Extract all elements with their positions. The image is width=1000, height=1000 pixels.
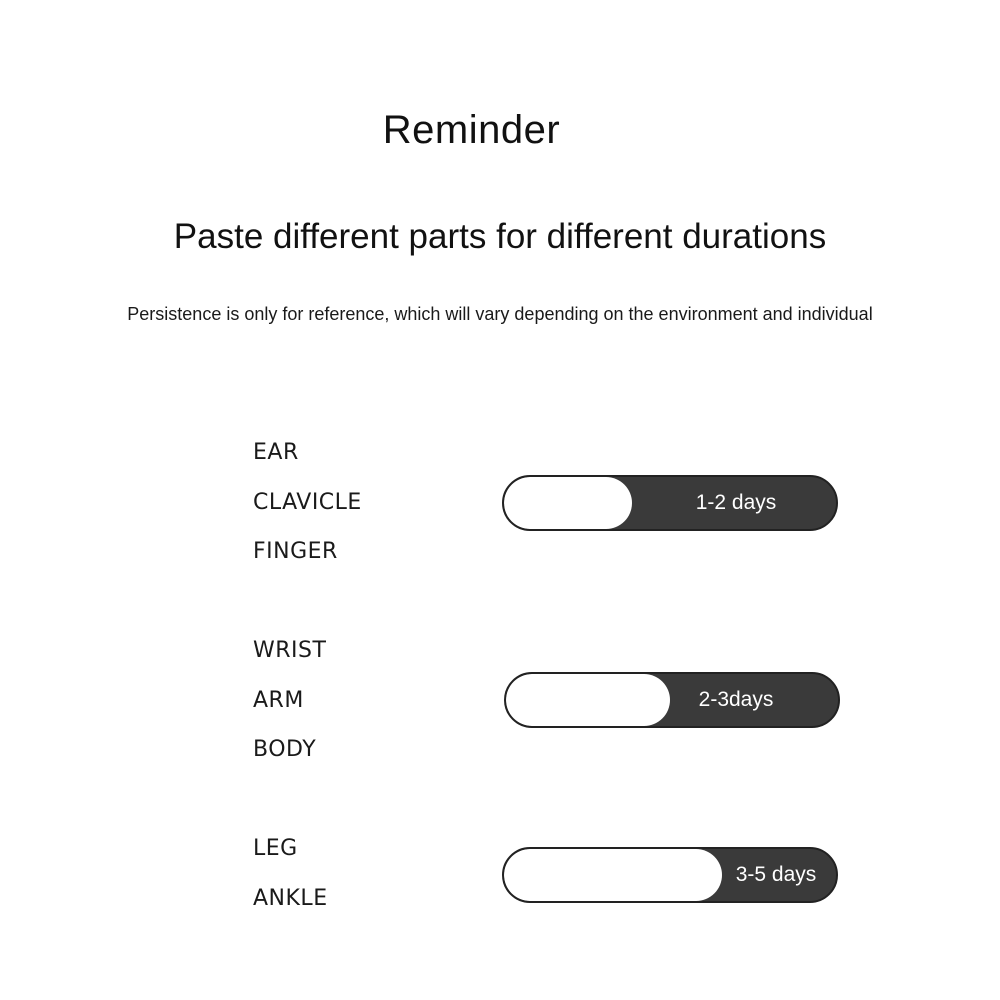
duration-pill xyxy=(502,475,838,531)
duration-pill-fill xyxy=(504,477,632,529)
body-part-item: ARM xyxy=(253,687,304,713)
body-part-item: ANKLE xyxy=(253,885,328,911)
duration-pill-fill xyxy=(506,674,670,726)
body-part-item: EAR xyxy=(253,440,299,465)
body-part-item: CLAVICLE xyxy=(253,489,362,515)
duration-label: 1-2 days xyxy=(695,491,777,514)
body-part-item: FINGER xyxy=(253,539,338,564)
page-subtitle: Paste different parts for different durations xyxy=(173,217,827,256)
body-part-list xyxy=(253,638,326,787)
duration-pill xyxy=(504,672,840,728)
body-part-item: BODY xyxy=(253,737,317,762)
duration-pill xyxy=(502,847,838,903)
page-title: Reminder xyxy=(382,108,561,152)
duration-label: 3-5 days xyxy=(735,863,817,886)
reference-note: Persistence is only for reference, which will vary depending on the environment and individual xyxy=(127,304,873,324)
body-part-list xyxy=(253,836,328,935)
body-part-item: WRIST xyxy=(253,638,327,663)
body-part-item: LEG xyxy=(253,836,298,861)
duration-label: 2-3days xyxy=(698,688,774,711)
body-part-list xyxy=(253,440,362,589)
duration-pill-fill xyxy=(504,849,722,901)
